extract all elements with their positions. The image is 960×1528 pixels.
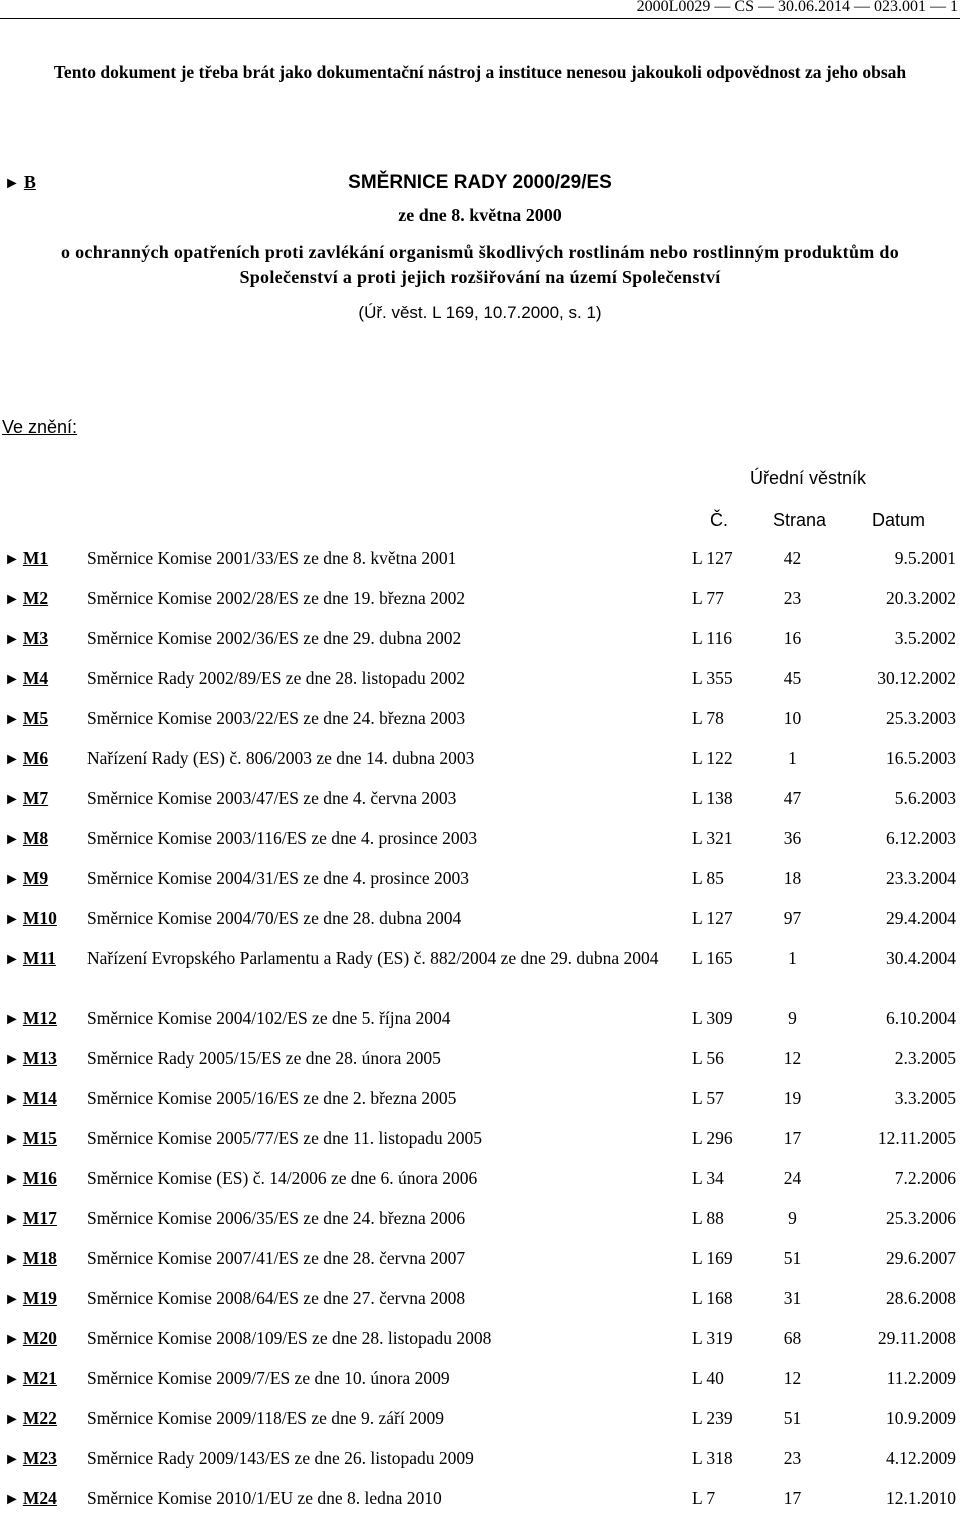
amendment-link[interactable]: M9 xyxy=(22,868,49,888)
amendment-row xyxy=(0,1328,960,1368)
amendment-link[interactable]: M19 xyxy=(22,1288,57,1308)
amendment-oj-number: L 165 xyxy=(692,948,733,968)
amendment-description: Směrnice Komise 2003/22/ES ze dne 24. března 2003 xyxy=(87,708,466,728)
column-header-page: Strana xyxy=(773,510,827,530)
triangle-arrow-icon: ► xyxy=(4,911,20,928)
triangle-arrow-icon: ► xyxy=(4,711,20,728)
amendment-page: 51 xyxy=(783,1248,802,1268)
amendment-oj-number: L 77 xyxy=(692,588,724,608)
triangle-arrow-icon: ► xyxy=(4,671,20,688)
amendment-description: Nařízení Rady (ES) č. 806/2003 ze dne 14. dubna 2003 xyxy=(87,748,475,768)
amendment-link[interactable]: M7 xyxy=(22,788,49,808)
amendment-row xyxy=(0,588,960,628)
amendment-oj-number: L 56 xyxy=(692,1048,724,1068)
amendment-oj-number: L 34 xyxy=(692,1168,724,1188)
amendment-link[interactable]: M24 xyxy=(22,1488,57,1508)
official-journal-header: Úřední věstník xyxy=(750,468,867,488)
amendment-oj-number: L 239 xyxy=(692,1408,733,1428)
document-header xyxy=(0,0,960,19)
amendment-date: 30.4.2004 xyxy=(886,948,956,968)
amendment-description: Směrnice Rady 2005/15/ES ze dne 28. února 2005 xyxy=(87,1048,441,1068)
amendment-date: 7.2.2006 xyxy=(894,1168,956,1188)
amendment-oj-number: L 319 xyxy=(692,1328,733,1348)
amendment-page: 24 xyxy=(783,1168,802,1188)
amendment-date: 25.3.2003 xyxy=(886,708,956,728)
amendment-date: 16.5.2003 xyxy=(886,748,956,768)
triangle-arrow-icon: ► xyxy=(4,871,20,888)
triangle-arrow-icon: ► xyxy=(4,1291,20,1308)
document-date: ze dne 8. května 2000 xyxy=(398,205,562,225)
amendment-link[interactable]: M23 xyxy=(22,1448,57,1468)
amendment-page: 68 xyxy=(783,1328,802,1348)
base-act-link[interactable]: B xyxy=(23,172,36,192)
column-header-date: Datum xyxy=(872,510,926,530)
amendment-date: 6.10.2004 xyxy=(886,1008,956,1028)
triangle-arrow-icon: ► xyxy=(4,1211,20,1228)
triangle-arrow-icon: ► xyxy=(4,1131,20,1148)
amendment-description: Směrnice Komise (ES) č. 14/2006 ze dne 6. února 2006 xyxy=(87,1168,478,1188)
amendment-row xyxy=(0,628,960,668)
amendment-row xyxy=(0,1488,960,1528)
amendments-table xyxy=(0,548,960,1528)
amendment-page: 23 xyxy=(783,588,802,608)
amendment-description: Směrnice Komise 2008/64/ES ze dne 27. června 2008 xyxy=(87,1288,466,1308)
amendment-marker[interactable] xyxy=(4,1368,57,1390)
amendment-marker[interactable] xyxy=(4,1008,57,1030)
amendment-row xyxy=(0,1448,960,1488)
amendment-page: 1 xyxy=(788,948,797,968)
amendment-page: 9 xyxy=(788,1008,797,1028)
amendment-link[interactable]: M3 xyxy=(22,628,49,648)
amendment-description: Směrnice Rady 2009/143/ES ze dne 26. listopadu 2009 xyxy=(87,1448,474,1468)
amendment-row xyxy=(0,1128,960,1168)
amendment-oj-number: L 127 xyxy=(692,548,733,568)
amendment-date: 12.11.2005 xyxy=(877,1128,956,1148)
amendment-page: 36 xyxy=(783,828,802,848)
amendment-marker[interactable] xyxy=(4,1048,57,1070)
amendment-description: Směrnice Komise 2005/77/ES ze dne 11. listopadu 2005 xyxy=(87,1128,482,1148)
amendment-link[interactable]: M16 xyxy=(22,1168,57,1188)
amendment-row xyxy=(0,1288,960,1328)
amendment-page: 17 xyxy=(783,1488,802,1508)
document-title: SMĚRNICE RADY 2000/29/ES xyxy=(348,172,612,193)
amendment-link[interactable]: M17 xyxy=(22,1208,57,1228)
amendment-page: 97 xyxy=(783,908,802,928)
amendment-page: 23 xyxy=(783,1448,802,1468)
amendment-description: Směrnice Rady 2002/89/ES ze dne 28. listopadu 2002 xyxy=(87,668,466,688)
amendment-date: 30.12.2002 xyxy=(877,668,956,688)
amendment-description: Směrnice Komise 2002/28/ES ze dne 19. března 2002 xyxy=(87,588,466,608)
amendment-row xyxy=(0,1408,960,1448)
amendment-page: 1 xyxy=(788,748,797,768)
amendment-row xyxy=(0,668,960,708)
amendment-date: 3.5.2002 xyxy=(894,628,956,648)
triangle-arrow-icon: ► xyxy=(4,791,20,808)
amendment-description: Směrnice Komise 2001/33/ES ze dne 8. května 2001 xyxy=(87,548,457,568)
triangle-arrow-icon: ► xyxy=(4,1011,20,1028)
triangle-arrow-icon: ► xyxy=(4,1451,20,1468)
triangle-arrow-icon: ► xyxy=(4,175,20,192)
amendment-marker[interactable] xyxy=(4,1448,57,1470)
amendment-page: 47 xyxy=(783,788,802,808)
amendment-marker[interactable] xyxy=(4,868,48,890)
triangle-arrow-icon: ► xyxy=(4,1091,20,1108)
amendment-page: 51 xyxy=(783,1408,802,1428)
amendment-row xyxy=(0,548,960,588)
amendment-description: Směrnice Komise 2009/118/ES ze dne 9. září 2009 xyxy=(87,1408,445,1428)
amendment-link[interactable]: M21 xyxy=(22,1368,57,1388)
amended-by-heading: Ve znění: xyxy=(2,417,78,437)
amendment-link[interactable]: M1 xyxy=(22,548,49,568)
amendment-link[interactable]: M13 xyxy=(22,1048,57,1068)
amendment-marker[interactable] xyxy=(4,588,48,610)
amendment-marker[interactable] xyxy=(4,668,48,690)
amendment-link[interactable]: M5 xyxy=(22,708,49,728)
amendment-marker[interactable] xyxy=(4,1168,57,1190)
amendment-oj-number: L 138 xyxy=(692,788,733,808)
amendment-description: Směrnice Komise 2003/47/ES ze dne 4. června 2003 xyxy=(87,788,457,808)
amendment-description: Směrnice Komise 2004/31/ES ze dne 4. prosince 2003 xyxy=(87,868,470,888)
amendment-date: 23.3.2004 xyxy=(886,868,956,888)
amendment-oj-number: L 116 xyxy=(692,628,733,648)
amendment-description: Směrnice Komise 2002/36/ES ze dne 29. dubna 2002 xyxy=(87,628,462,648)
amendment-row xyxy=(0,708,960,748)
amendment-marker[interactable] xyxy=(4,628,48,650)
amendment-page: 12 xyxy=(783,1048,802,1068)
amendment-oj-number: L 309 xyxy=(692,1008,733,1028)
amendment-oj-number: L 122 xyxy=(692,748,733,768)
document-subject: o ochranných opatřeních proti zavlékání organismů škodlivých rostlinám nebo rostlinným produktům do Společenství a proti jejich rozšiřování na území Společenství xyxy=(61,242,899,287)
amendment-oj-number: L 127 xyxy=(692,908,733,928)
amendment-oj-number: L 40 xyxy=(692,1368,724,1388)
triangle-arrow-icon: ► xyxy=(4,831,20,848)
amendment-marker[interactable] xyxy=(4,708,48,730)
triangle-arrow-icon: ► xyxy=(4,1371,20,1388)
amendment-date: 12.1.2010 xyxy=(886,1488,956,1508)
amendment-date: 20.3.2002 xyxy=(886,588,956,608)
amendment-link[interactable]: M20 xyxy=(22,1328,57,1348)
official-journal-reference: (Úř. věst. L 169, 10.7.2000, s. 1) xyxy=(358,303,602,322)
triangle-arrow-icon: ► xyxy=(4,751,20,768)
amendment-link[interactable]: M14 xyxy=(22,1088,57,1108)
amendment-row xyxy=(0,1248,960,1288)
amendment-link[interactable]: M12 xyxy=(22,1008,57,1028)
amendment-oj-number: L 355 xyxy=(692,668,733,688)
amendment-page: 16 xyxy=(783,628,802,648)
disclaimer: Tento dokument je třeba brát jako dokumentační nástroj a instituce nenesou jakoukoli odpovědnost za jeho obsah xyxy=(53,62,907,82)
triangle-arrow-icon: ► xyxy=(4,631,20,648)
amendment-oj-number: L 169 xyxy=(692,1248,733,1268)
triangle-arrow-icon: ► xyxy=(4,551,20,568)
amendment-marker[interactable] xyxy=(4,1408,57,1430)
amendment-date: 29.4.2004 xyxy=(886,908,956,928)
amendment-marker[interactable] xyxy=(4,1208,57,1230)
amendment-link[interactable]: M6 xyxy=(22,748,49,768)
amendment-date: 6.12.2003 xyxy=(886,828,956,848)
amendment-date: 28.6.2008 xyxy=(886,1288,956,1308)
amendment-description: Směrnice Komise 2005/16/ES ze dne 2. března 2005 xyxy=(87,1088,457,1108)
amendment-oj-number: L 7 xyxy=(692,1488,716,1508)
amendment-page: 45 xyxy=(783,668,802,688)
amendment-oj-number: L 88 xyxy=(692,1208,724,1228)
amendment-description: Směrnice Komise 2008/109/ES ze dne 28. listopadu 2008 xyxy=(87,1328,492,1348)
amendment-page: 10 xyxy=(783,708,802,728)
amendment-row xyxy=(0,1368,960,1408)
amendment-description: Směrnice Komise 2010/1/EU ze dne 8. ledna 2010 xyxy=(87,1488,442,1508)
amendment-page: 31 xyxy=(783,1288,802,1308)
triangle-arrow-icon: ► xyxy=(4,951,20,968)
amendment-date: 11.2.2009 xyxy=(886,1368,956,1388)
amendment-description: Nařízení Evropského Parlamentu a Rady (ES) č. 882/2004 ze dne 29. dubna 2004 xyxy=(87,948,659,968)
amendment-row xyxy=(0,1008,960,1048)
amendment-oj-number: L 168 xyxy=(692,1288,733,1308)
amendment-description: Směrnice Komise 2007/41/ES ze dne 28. června 2007 xyxy=(87,1248,466,1268)
triangle-arrow-icon: ► xyxy=(4,1051,20,1068)
triangle-arrow-icon: ► xyxy=(4,1251,20,1268)
triangle-arrow-icon: ► xyxy=(4,1411,20,1428)
amendment-marker[interactable] xyxy=(4,828,48,850)
amendment-link[interactable]: M15 xyxy=(22,1128,57,1148)
amendment-description: Směrnice Komise 2004/102/ES ze dne 5. října 2004 xyxy=(87,1008,451,1028)
amendment-row xyxy=(0,788,960,828)
amendment-marker[interactable] xyxy=(4,1088,57,1110)
amendment-row xyxy=(0,1088,960,1128)
amendment-date: 2.3.2005 xyxy=(894,1048,956,1068)
triangle-arrow-icon: ► xyxy=(4,1491,20,1508)
amendment-link[interactable]: M22 xyxy=(22,1408,57,1428)
amendment-description: Směrnice Komise 2009/7/ES ze dne 10. února 2009 xyxy=(87,1368,450,1388)
amendment-date: 25.3.2006 xyxy=(886,1208,956,1228)
amendment-oj-number: L 296 xyxy=(692,1128,733,1148)
amendment-date: 29.11.2008 xyxy=(877,1328,956,1348)
amendment-date: 29.6.2007 xyxy=(886,1248,956,1268)
amendment-row xyxy=(0,948,960,1008)
amendment-oj-number: L 321 xyxy=(692,828,733,848)
amendment-marker[interactable] xyxy=(4,748,48,770)
amendment-date: 4.12.2009 xyxy=(886,1448,956,1468)
amendment-description: Směrnice Komise 2003/116/ES ze dne 4. prosince 2003 xyxy=(87,828,478,848)
amendment-marker[interactable] xyxy=(4,1288,57,1310)
amendment-marker[interactable] xyxy=(4,1328,57,1350)
triangle-arrow-icon: ► xyxy=(4,591,20,608)
triangle-arrow-icon: ► xyxy=(4,1331,20,1348)
amendment-row xyxy=(0,908,960,948)
amendment-page: 19 xyxy=(783,1088,802,1108)
amendment-date: 5.6.2003 xyxy=(894,788,956,808)
column-header-number: Č. xyxy=(710,510,728,530)
amendment-marker[interactable] xyxy=(4,1488,57,1510)
amendment-oj-number: L 85 xyxy=(692,868,724,888)
amendment-link[interactable]: M18 xyxy=(22,1248,57,1268)
amendment-page: 18 xyxy=(783,868,802,888)
amendment-marker[interactable] xyxy=(4,948,56,970)
amendment-description: Směrnice Komise 2004/70/ES ze dne 28. dubna 2004 xyxy=(87,908,462,928)
amendment-oj-number: L 318 xyxy=(692,1448,733,1468)
amendment-page: 42 xyxy=(783,548,802,568)
document-reference: 2000L0029 — CS — 30.06.2014 — 023.001 — 1 xyxy=(636,0,958,15)
amendment-marker[interactable] xyxy=(4,788,48,810)
amendment-row xyxy=(0,868,960,908)
amendment-link[interactable]: M4 xyxy=(22,668,49,688)
amendment-marker[interactable] xyxy=(4,548,48,570)
amendment-row xyxy=(0,1208,960,1248)
amendment-oj-number: L 57 xyxy=(692,1088,724,1108)
amendment-row xyxy=(0,1168,960,1208)
amendment-page: 17 xyxy=(783,1128,802,1148)
amendment-link[interactable]: M8 xyxy=(22,828,49,848)
amendment-date: 3.3.2005 xyxy=(894,1088,956,1108)
amendment-link[interactable]: M2 xyxy=(22,588,49,608)
amendment-oj-number: L 78 xyxy=(692,708,724,728)
amendment-row xyxy=(0,828,960,868)
amendment-marker[interactable] xyxy=(4,1248,57,1270)
amendment-page: 9 xyxy=(788,1208,797,1228)
triangle-arrow-icon: ► xyxy=(4,1171,20,1188)
amendment-date: 10.9.2009 xyxy=(886,1408,956,1428)
amendment-marker[interactable] xyxy=(4,908,57,930)
amendment-date: 9.5.2001 xyxy=(894,548,956,568)
amendment-row xyxy=(0,748,960,788)
amendment-marker[interactable] xyxy=(4,1128,57,1150)
amendment-row xyxy=(0,1048,960,1088)
amendment-description: Směrnice Komise 2006/35/ES ze dne 24. března 2006 xyxy=(87,1208,466,1228)
amendment-link[interactable]: M10 xyxy=(22,908,57,928)
amendment-link[interactable]: M11 xyxy=(22,948,56,968)
amendment-page: 12 xyxy=(783,1368,802,1388)
